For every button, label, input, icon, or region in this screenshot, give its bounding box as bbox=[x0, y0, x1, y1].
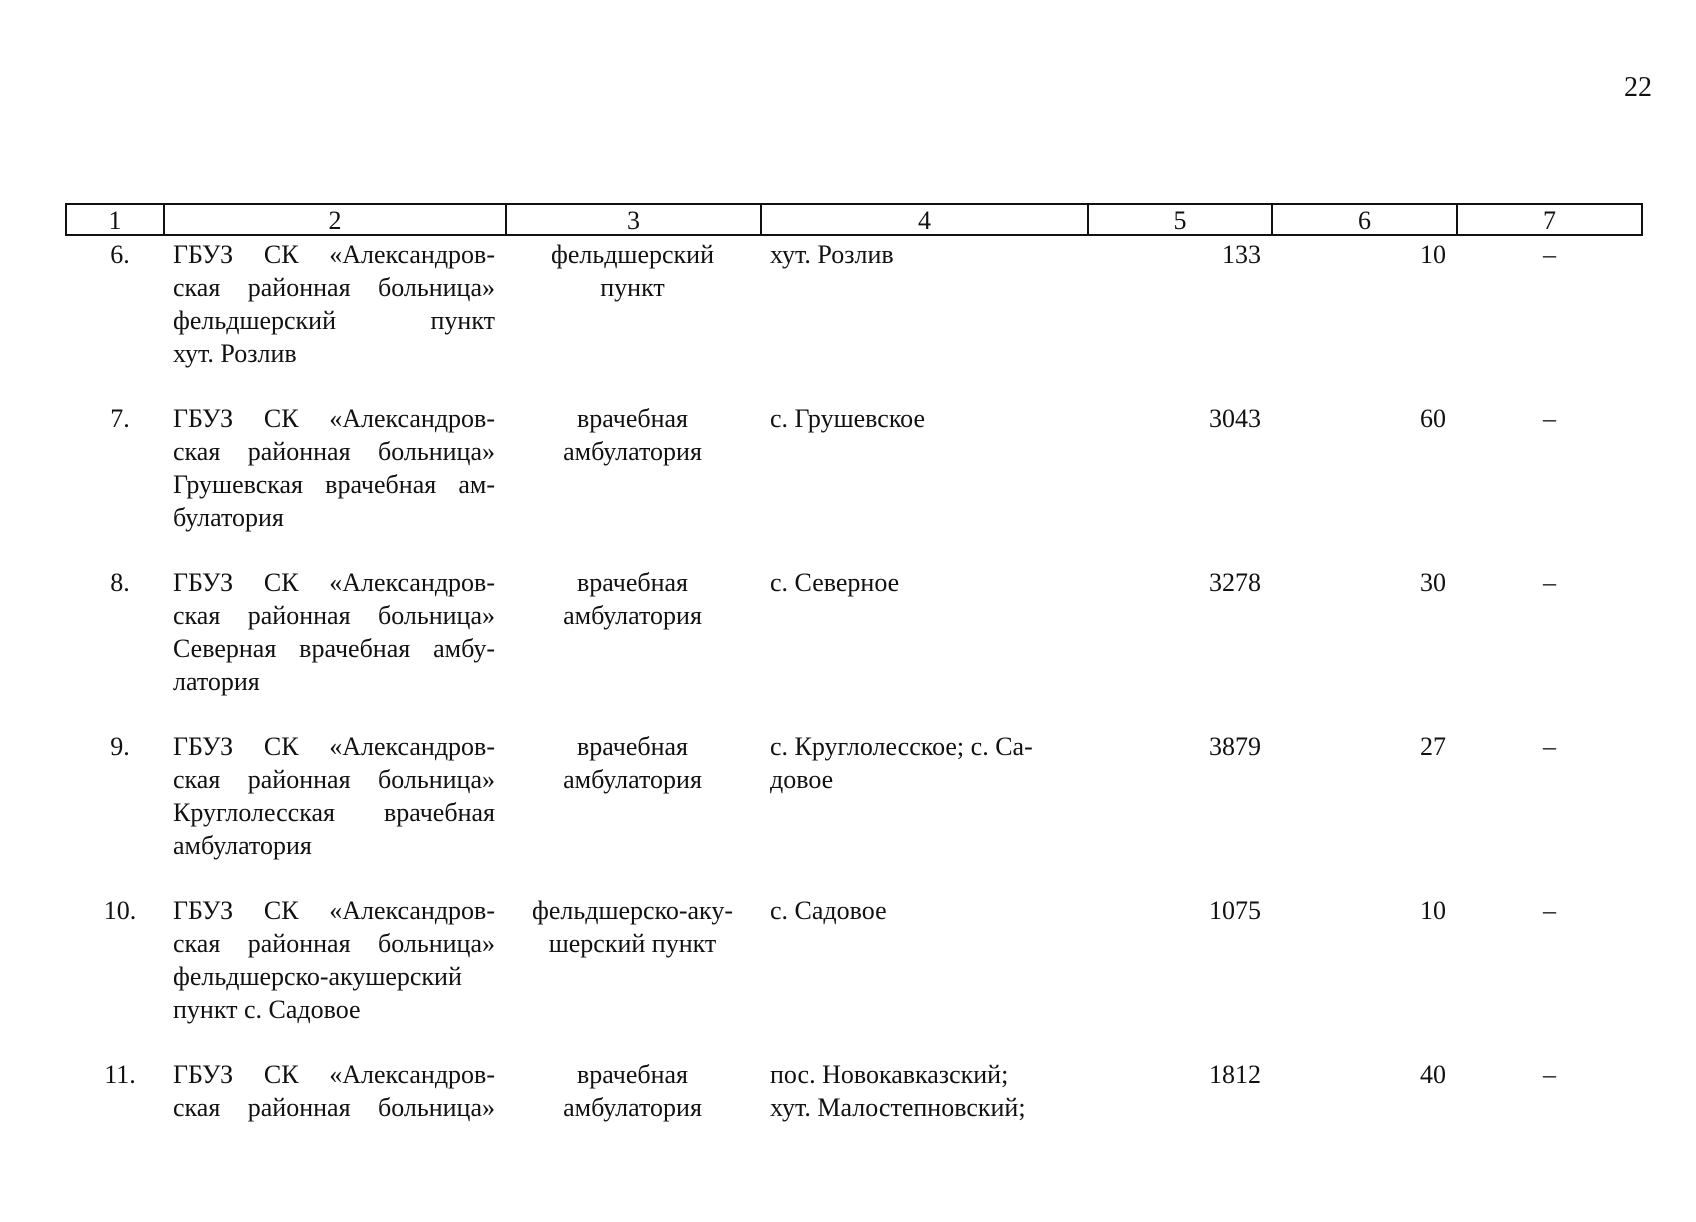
cell-line: с. Северное bbox=[770, 568, 900, 597]
table-row bbox=[65, 894, 1643, 1058]
col-5-value: 3278 bbox=[1209, 568, 1261, 597]
table-row bbox=[65, 238, 1643, 402]
location bbox=[760, 566, 1087, 730]
facility-type bbox=[505, 1058, 760, 1222]
facility-type bbox=[505, 566, 760, 730]
facility-type bbox=[505, 730, 760, 894]
row-number: 8. bbox=[110, 568, 130, 597]
cell-line: ГБУЗ СК «Александров- bbox=[173, 568, 495, 597]
cell-line: булатория bbox=[173, 503, 284, 532]
col-7-value: – bbox=[1543, 404, 1556, 433]
table-row bbox=[65, 566, 1643, 730]
institution-name bbox=[163, 402, 505, 566]
cell-line: ГБУЗ СК «Александров- bbox=[173, 732, 495, 761]
institution-name bbox=[163, 1058, 505, 1222]
cell-line: пункт bbox=[600, 273, 665, 302]
cell-line: с. Круглолесское; с. Са- bbox=[770, 732, 1033, 761]
cell-line: ГБУЗ СК «Александров- bbox=[173, 1060, 495, 1089]
cell-line: врачебная bbox=[576, 732, 689, 761]
row-number: 7. bbox=[110, 404, 130, 433]
institution-name bbox=[163, 894, 505, 1058]
col-6-value: 40 bbox=[1420, 1060, 1446, 1089]
cell-line: пункт с. Садовое bbox=[173, 995, 361, 1024]
cell-line: ГБУЗ СК «Александров- bbox=[173, 240, 495, 269]
institution-name bbox=[163, 238, 505, 402]
institution-name bbox=[163, 566, 505, 730]
cell-line: с. Садовое bbox=[770, 896, 887, 925]
row-number: 10. bbox=[103, 896, 137, 925]
location bbox=[760, 1058, 1087, 1222]
cell-line: ская районная больница» bbox=[173, 437, 495, 466]
location bbox=[760, 730, 1087, 894]
cell-line: ГБУЗ СК «Александров- bbox=[173, 896, 495, 925]
col-7-value: – bbox=[1543, 732, 1556, 761]
col-6-value: 27 bbox=[1420, 732, 1446, 761]
cell-line: амбулатория bbox=[563, 601, 702, 630]
cell-line: довое bbox=[770, 765, 834, 794]
facility-type bbox=[505, 238, 760, 402]
table-row bbox=[65, 402, 1643, 566]
cell-line: врачебная bbox=[576, 1060, 689, 1089]
col-7-value: – bbox=[1543, 240, 1556, 269]
header-col-2: 2 bbox=[165, 205, 507, 234]
table-header bbox=[65, 203, 1643, 236]
col-5-value: 3043 bbox=[1209, 404, 1261, 433]
cell-line: Северная врачебная амбу- bbox=[173, 634, 495, 663]
table-row bbox=[65, 1058, 1643, 1222]
col-7-value: – bbox=[1543, 1060, 1556, 1089]
cell-line: фельдшерский bbox=[550, 240, 714, 269]
cell-line: пос. Новокавказский; bbox=[770, 1060, 1009, 1089]
location bbox=[760, 894, 1087, 1058]
cell-line: ская районная больница» bbox=[173, 765, 495, 794]
cell-line: с. Грушевское bbox=[770, 404, 925, 433]
location bbox=[760, 238, 1087, 402]
header-col-6: 6 bbox=[1273, 205, 1458, 234]
col-6-value: 10 bbox=[1420, 896, 1446, 925]
location bbox=[760, 402, 1087, 566]
cell-line: Грушевская врачебная ам- bbox=[173, 470, 495, 499]
header-col-3: 3 bbox=[507, 205, 762, 234]
header-col-1: 1 bbox=[67, 205, 165, 234]
col-5-value: 1812 bbox=[1209, 1060, 1261, 1089]
header-col-5: 5 bbox=[1089, 205, 1273, 234]
cell-line: ская районная больница» bbox=[173, 929, 495, 958]
cell-line: врачебная bbox=[576, 568, 689, 597]
cell-line: амбулатория bbox=[173, 831, 312, 860]
cell-line: латория bbox=[173, 667, 260, 696]
col-6-value: 10 bbox=[1420, 240, 1446, 269]
cell-line: ГБУЗ СК «Александров- bbox=[173, 404, 495, 433]
header-col-4: 4 bbox=[762, 205, 1089, 234]
cell-line: фельдшерский пункт bbox=[173, 306, 495, 335]
cell-line: ская районная больница» bbox=[173, 601, 495, 630]
col-7-value: – bbox=[1543, 896, 1556, 925]
facility-type bbox=[505, 402, 760, 566]
cell-line: фельдшерско-аку- bbox=[532, 896, 733, 925]
cell-line: врачебная bbox=[576, 404, 689, 433]
col-5-value: 1075 bbox=[1209, 896, 1261, 925]
col-5-value: 3879 bbox=[1209, 732, 1261, 761]
table-body bbox=[65, 238, 1643, 1222]
row-number: 9. bbox=[110, 732, 130, 761]
col-6-value: 30 bbox=[1420, 568, 1446, 597]
header-col-7: 7 bbox=[1543, 206, 1556, 235]
row-number: 11. bbox=[104, 1060, 136, 1089]
institution-name bbox=[163, 730, 505, 894]
col-5-value: 133 bbox=[1222, 240, 1261, 269]
col-6-value: 60 bbox=[1420, 404, 1446, 433]
col-7-value: – bbox=[1543, 568, 1556, 597]
cell-line: Круглолесская врачебная bbox=[173, 798, 495, 827]
cell-line: ская районная больница» bbox=[173, 1093, 495, 1122]
cell-line: хут. Розлив bbox=[173, 339, 297, 368]
cell-line: амбулатория bbox=[563, 765, 702, 794]
cell-line: амбулатория bbox=[563, 1093, 702, 1122]
cell-line: ская районная больница» bbox=[173, 273, 495, 302]
page-number: 22 bbox=[1624, 72, 1652, 103]
cell-line: хут. Малостепновский; bbox=[770, 1093, 1026, 1122]
cell-line: хут. Розлив bbox=[770, 240, 894, 269]
table-row bbox=[65, 730, 1643, 894]
facility-type bbox=[505, 894, 760, 1058]
cell-line: фельдшерско-акушерский bbox=[173, 962, 462, 991]
cell-line: шерский пункт bbox=[548, 929, 717, 958]
cell-line: амбулатория bbox=[563, 437, 702, 466]
row-number: 6. bbox=[110, 240, 130, 269]
